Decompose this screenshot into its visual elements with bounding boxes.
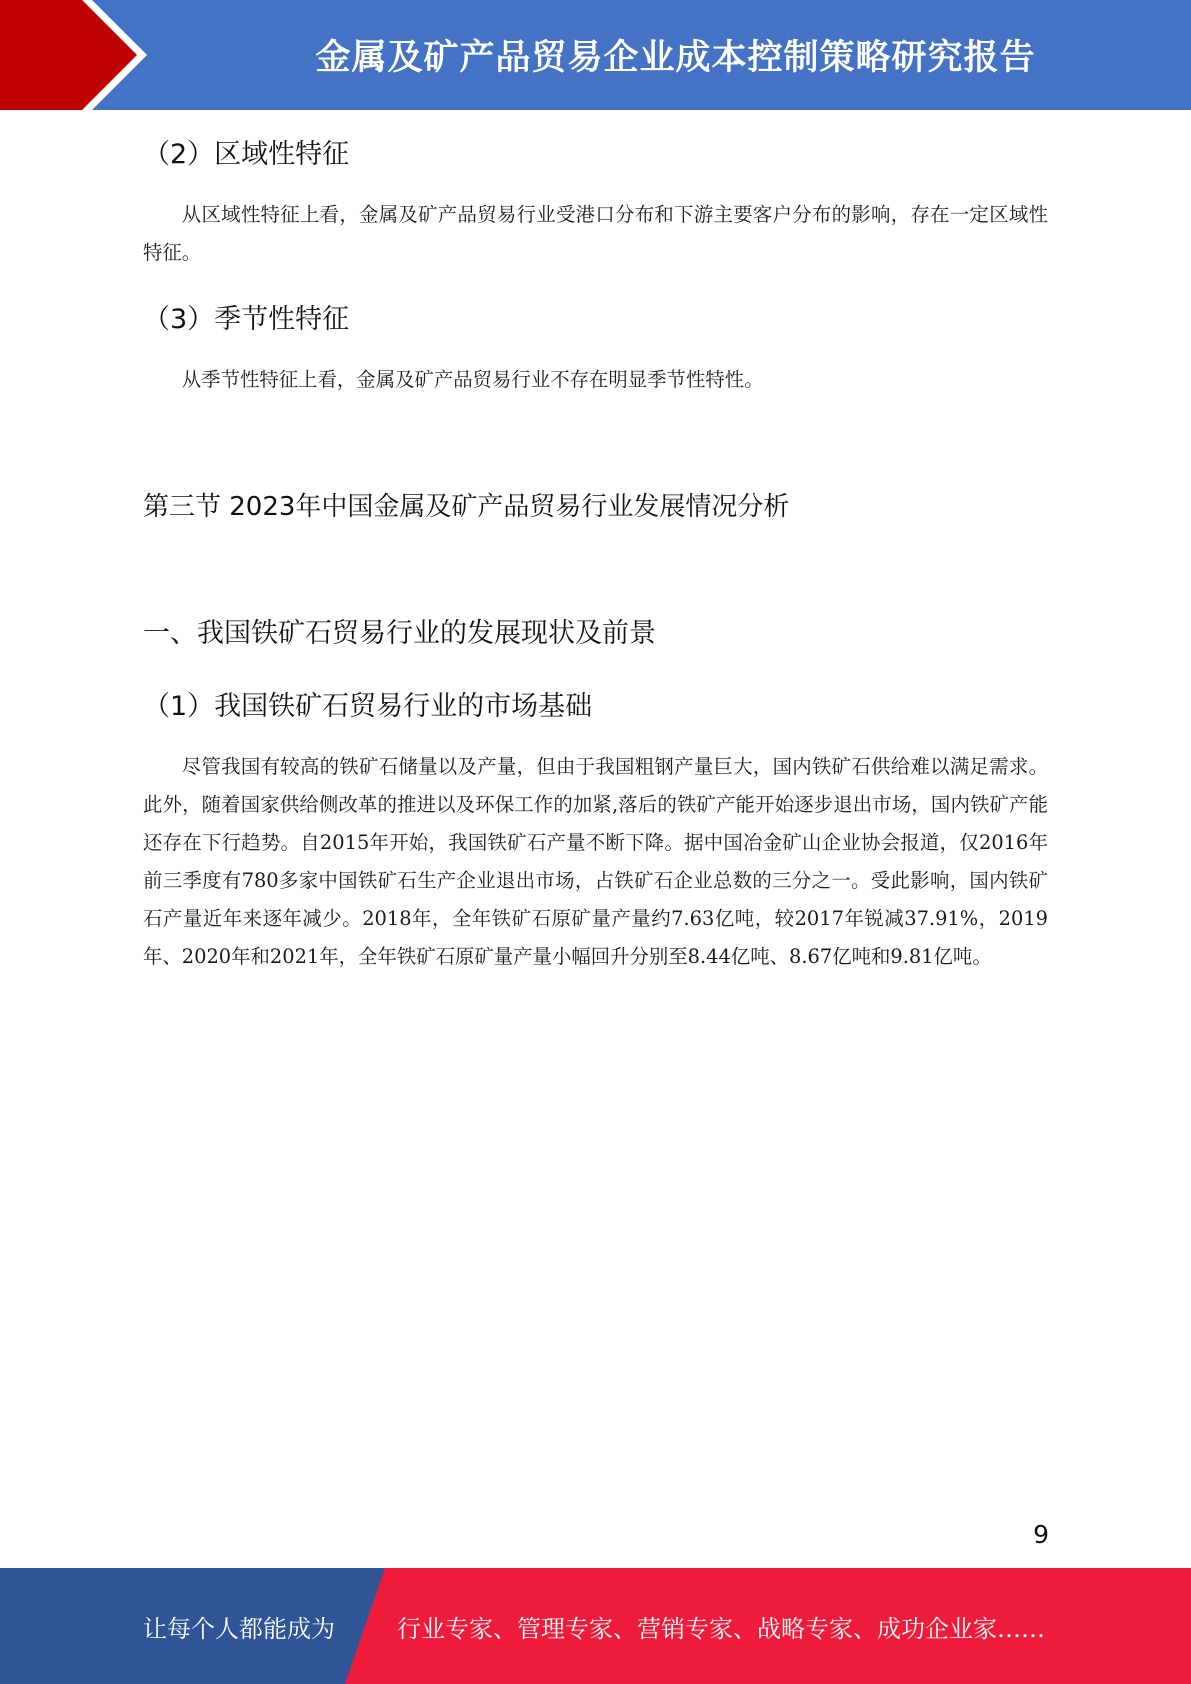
seasonal-heading: （3）季节性特征 (143, 304, 350, 335)
page-footer (0, 1568, 1191, 1684)
part-heading: 一、我国铁矿石贸易行业的发展现状及前景 (143, 618, 656, 649)
market-heading: （1）我国铁矿石贸易行业的市场基础 (143, 691, 593, 722)
footer-slogan-left: 让每个人都能成为 (143, 1614, 335, 1643)
footer-slogan-right: 行业专家、管理专家、营销专家、战略专家、成功企业家…… (397, 1614, 1045, 1643)
chapter-heading: 第三节 2023年中国金属及矿产品贸易行业发展情况分析 (143, 492, 790, 522)
seasonal-paragraph: 从季节性特征上看，金属及矿产品贸易行业不存在明显季节性特性。 (181, 368, 764, 391)
report-title: 金属及矿产品贸易企业成本控制策略研究报告 (315, 38, 1036, 78)
header-chevron-decoration (0, 0, 160, 110)
regional-paragraph: 从区域性特征上看，金属及矿产品贸易行业受港口分布和下游主要客户分布的影响，存在一定区域性特征。 (143, 203, 1048, 264)
regional-heading: （2）区域性特征 (143, 139, 350, 170)
page-header (0, 0, 1191, 110)
market-paragraph: 尽管我国有较高的铁矿石储量以及产量，但由于我国粗钢产量巨大，国内铁矿石供给难以满足需求。此外，随着国家供给侧改革的推进以及环保工作的加紧,落后的铁矿产能开始逐步退出市场，国内铁矿产能还存在下行趋势。自2015年开始，我国铁矿石产量不断下降。据中国冶金矿山企业协会报道，仅2016年前三季度有780多家中国铁矿石生产企业退出市场，占铁矿石企业总数的三分之一。受此影响，国内铁矿石产量近年来逐年减少。2018年，全年铁矿石原矿量产量约7.63亿吨，较2017年锐减37.91%，2019年、2020年和2021年，全年铁矿石原矿量产量小幅回升分别至8.44亿吨、8.67亿吨和9.81亿吨。 (143, 755, 1048, 968)
page-number: 9 (1033, 1520, 1049, 1549)
